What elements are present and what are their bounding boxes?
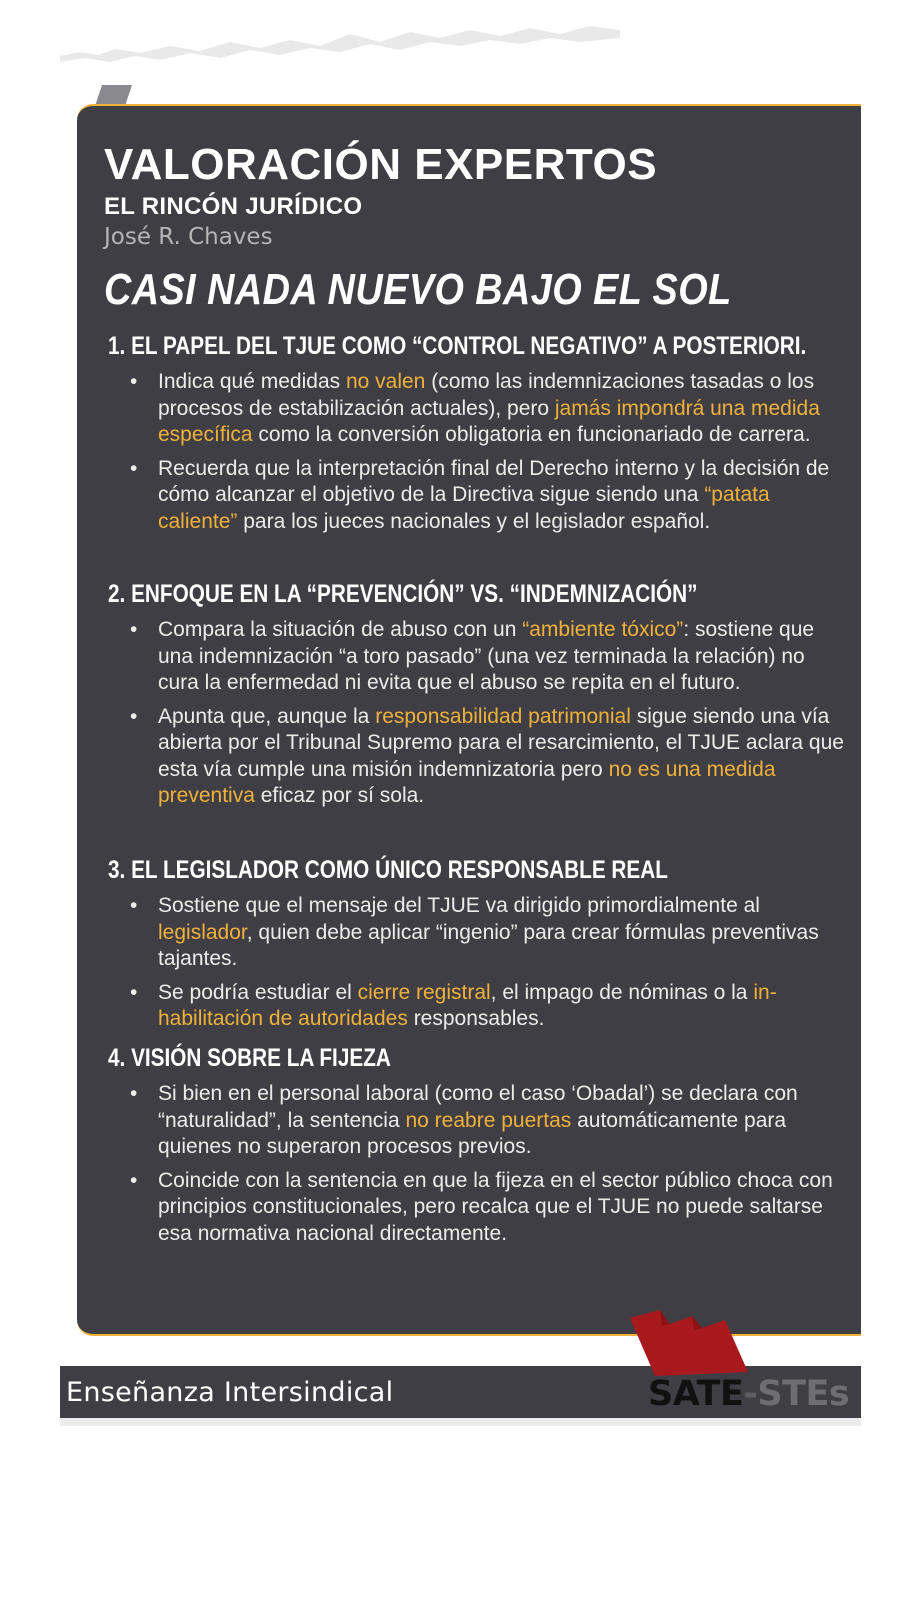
body-text: , el impago de nóminas o la <box>490 980 754 1004</box>
section-heading: 2. ENFOQUE EN LA “PREVENCIÓN” VS. “INDEMNIZACIÓN” <box>108 580 698 608</box>
publication-name: Enseñanza Intersindical <box>66 1377 394 1408</box>
bullet-item <box>108 980 848 1033</box>
highlighted-text: responsabilidad patrimonial <box>375 704 631 728</box>
bullet-item <box>108 617 848 697</box>
bullet-list <box>108 1081 848 1247</box>
main-title: VALORACIÓN EXPERTOS <box>104 140 658 189</box>
bullet-list <box>108 369 848 535</box>
section-3 <box>108 854 848 1033</box>
body-text: automáticamente para quienes no superaron procesos previos. <box>158 1108 787 1158</box>
body-text: Recuerda que la interpretación final del Derecho interno y la decisión de cómo alcanzar el objetivo de la Directiva sigue siendo una <box>158 456 830 506</box>
bullet-item <box>108 704 848 810</box>
body-text: Se podría estudiar el <box>158 980 358 1004</box>
body-text: como la conversión obligatoria en funcionariado de carrera. <box>252 423 811 446</box>
section-4 <box>108 1042 848 1247</box>
bullet-item <box>108 456 848 536</box>
body-text: Coincide con la sentencia en que la fijeza en el sector público choca con principios constitucionales, pero recalca que el TJUE no puede saltarse esa normativa nacional directamente. <box>158 1168 833 1245</box>
bullet-item <box>108 1081 848 1161</box>
bullet-list <box>108 617 848 810</box>
body-text: Compara la situación de abuso con un <box>158 618 523 641</box>
bullet-item <box>108 893 848 973</box>
body-text: Si bien en el personal laboral (como el caso ‘Obadal’) se declara con “naturalidad”, la sentencia <box>158 1082 798 1132</box>
page-header <box>104 140 844 318</box>
highlighted-text: no es una medida preventiva <box>158 757 776 807</box>
bullet-item <box>108 369 848 449</box>
body-text: Indica qué medidas <box>158 370 346 393</box>
body-text: para los jueces nacionales y el legislador español. <box>237 509 711 533</box>
section-1 <box>108 330 848 535</box>
bullet-list <box>108 893 848 1033</box>
body-text: , quien debe aplicar “ingenio” para crear fórmulas preventivas tajantes. <box>158 920 819 970</box>
highlighted-text: no reabre puertas <box>405 1108 572 1132</box>
body-text: sigue siendo una vía abierta por el Tribunal Supremo para el resarcimiento, el TJUE aclara que esta vía cumple una misión indemnizatoria pero <box>158 704 844 781</box>
body-text: (como las indemnizaciones tasadas o los procesos de estabilización actuales), pero <box>158 370 815 420</box>
highlighted-text: inhabilitación de autoridades <box>158 980 777 1030</box>
highlighted-text: “ambiente tóxico” <box>522 618 684 641</box>
section-heading: 3. EL LEGISLADOR COMO ÚNICO RESPONSABLE REAL <box>108 856 668 884</box>
highlighted-text: legislador <box>158 920 247 944</box>
author-name: José R. Chaves <box>104 224 273 250</box>
torn-paper-edge <box>60 22 620 82</box>
logo-dash: - <box>743 1374 758 1414</box>
footer-shadow <box>60 1418 861 1426</box>
section-heading: 4. VISIÓN SOBRE LA FIJEZA <box>108 1044 391 1072</box>
section-heading: 1. EL PAPEL DEL TJUE COMO “CONTROL NEGATIVO” A POSTERIORI. <box>108 332 807 360</box>
flag-logo-icon <box>630 1310 760 1376</box>
body-text: Apunta que, aunque la <box>158 704 376 728</box>
body-text: : sostiene que una indemnización “a toro pasado” (una vez terminada la relación) no cura la enfermedad ni evita que el abuso se repita en el futuro. <box>158 618 815 694</box>
body-text: responsables. <box>407 1007 545 1030</box>
highlighted-text: cierre registral <box>357 980 491 1004</box>
body-text: eficaz por sí sola. <box>254 784 425 807</box>
logo-stes: STEs <box>757 1374 850 1414</box>
body-text: Sostiene que el mensaje del TJUE va dirigido primordialmente al <box>158 894 760 917</box>
logo-sate: SATE <box>648 1374 744 1414</box>
article-title: CASI NADA NUEVO BAJO EL SOL <box>104 265 732 314</box>
highlighted-text: no valen <box>345 370 426 393</box>
bullet-item <box>108 1168 848 1248</box>
section-subtitle: EL RINCÓN JURÍDICO <box>104 193 363 220</box>
union-logo-text <box>648 1374 849 1414</box>
highlighted-text: “patata caliente” <box>158 483 770 533</box>
highlighted-text: jamás impondrá una medida específica <box>158 396 820 446</box>
section-2 <box>108 578 848 810</box>
